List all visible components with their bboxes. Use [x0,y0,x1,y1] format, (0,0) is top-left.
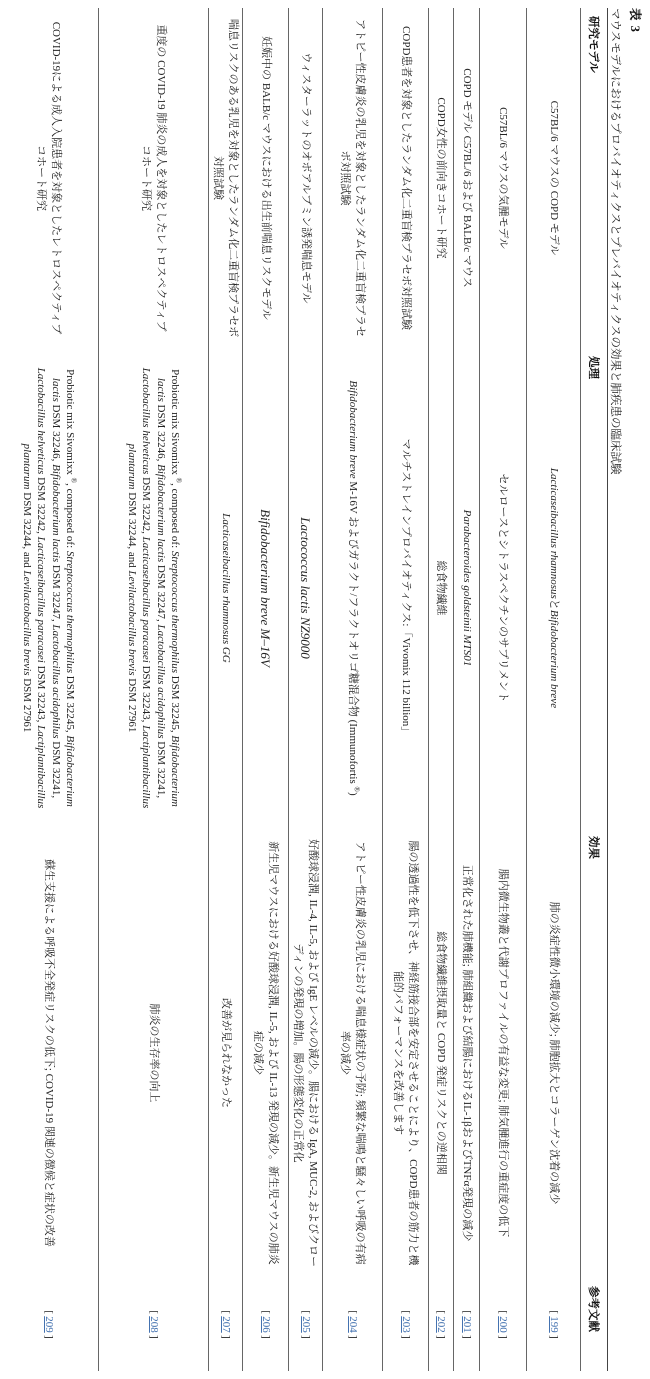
reference-link[interactable]: 209 [42,1316,55,1333]
effect-cell: 蘇生支援による呼吸不全発症リスクの低下; COVID-19 関連の徴候と症状の改善 [42,859,55,1247]
table-row [288,8,322,1371]
model-cell: C57BL/6 マウスの気腫モデル [497,107,510,249]
reference-cell: [ 204 ] [346,1310,359,1339]
treatment-cell: セルロースとシトラスペクチンのサプリメント [497,473,510,703]
model-cell: C57BL/6 マウスの COPD モデル [547,100,560,256]
model-cell: 喘息リスクのある乳児を対象としたランダム化二重盲検プラセボ対照試験 [212,18,239,338]
table-row [383,8,429,1371]
model-cell: COPD女性の前向きコホート研究 [435,97,448,259]
effect-cell: 腸内微生物叢と代謝プロファイルの有益な変更; 肺気腫進行の重症度の低下 [497,868,510,1238]
effect-cell: 改善が見られなかった [219,998,232,1108]
treatment-cell: Lacticaseibacillus rhamnosusとBifidobacterium breve [547,467,560,709]
reference-cell: [ 201 ] [460,1310,473,1339]
col-header-reference: 参考文献 [587,1286,599,1332]
effect-cell: 好酸球浸潤, IL-4, IL-5, および IgE レベルの減少。腸における IgA, MUC-2, およびクローディンの発現の増加。腸の形態変化の正常化 [292,838,319,1268]
reference-cell: [ 208 ] [147,1310,160,1339]
table-row [208,8,242,1371]
model-cell: COPD モデル C57BL/6 および BALB/c マウス [460,68,473,288]
reference-link[interactable]: 199 [547,1316,560,1333]
treatment-cell: Lactococcus lactis NZ9000 [298,517,314,659]
model-cell: 妊娠中の BALB/c マウスにおける出生前喘息リスクモデル [259,36,272,320]
treatment-cell: Lacticaseibacillus rhamnosus GG [219,513,232,663]
reference-cell: [ 203 ] [399,1310,412,1339]
effect-cell: 新生児マウスにおける好酸球浸潤, IL-5, および IL-13 発現の減少。新生児マウスの肺炎症の減少 [252,841,279,1265]
treatment-cell: マルチストレインプロバイオティクス:「Vivomix 112 billion」 [399,438,412,738]
reference-link[interactable]: 202 [435,1316,448,1333]
treatment-cell: 総食物繊維 [435,560,448,616]
effect-cell: 肺の炎症性微小環境の減少; 肺胞拡大とコラーゲン沈着の減少 [547,901,560,1205]
effect-cell: 総食物繊維摂取量と COPD 発症リスクとの逆相関 [435,931,448,1175]
effect-cell: アトピー性皮膚炎の乳児における喘息様症状の予防; 頻繁な喘鳴と騒々しい呼吸の有病率の減少 [339,841,367,1265]
model-cell: ウィスターラットのオボアルブミン誘発喘息モデル [299,52,312,304]
reference-cell: [ 209 ] [42,1310,55,1339]
table-row [98,8,208,1371]
reference-link[interactable]: 204 [346,1316,359,1333]
effect-cell: 肺炎の生存率の向上 [147,1003,160,1103]
reference-cell: [ 200 ] [497,1310,510,1339]
table-row [480,8,527,1371]
effect-cell: 正常化された肺機能; 肺組織および結腸におけるIL-1βおよびTNFα発現の減少 [460,864,473,1242]
model-cell: COVID-19による成人入院患者を対象としたレトロスペクティブ コホート研究 [35,21,62,335]
reference-link[interactable]: 207 [219,1316,232,1333]
table-row [242,8,288,1371]
reference-link[interactable]: 206 [259,1316,272,1333]
treatment-cell: Probiotic mix Sivomixx ®, composed of: Streptococcus thermophilus DSM 32245, Bifidobacterium lactis DSM 32246, Bifidobacterium lactis DSM 32247, Lactobacillus acidophilus DSM 32241, Lactobacillus helveticus DSM 32242, Lacticaseibacillus paracasei DSM 32243, Lactiplantibacillus plantarum DSM 32244, and Levilactobacillus brevis DSM 27961 [125,367,184,809]
table-title: マウスモデルにおけるプロバイオティクスとプレバイオティクスの効果と肺疾患の臨床試験 [609,8,621,475]
model-cell: COPD患者を対象としたランダム化二重盲検プラセボ対照試験 [399,26,412,330]
col-header-effect: 効果 [587,836,599,859]
reference-cell: [ 207 ] [219,1310,232,1339]
table-body [0,8,581,1371]
col-header-treatment: 処理 [587,356,599,379]
reference-link[interactable]: 208 [147,1316,160,1333]
title-block [608,0,650,1379]
reference-link[interactable]: 200 [497,1316,510,1333]
reference-cell: [ 202 ] [435,1310,448,1339]
table-row [323,8,383,1371]
table-row [0,8,98,1371]
table-row [454,8,480,1371]
reference-cell: [ 205 ] [299,1310,312,1339]
model-cell: アトピー性皮膚炎の乳児を対象としたランダム化二重盲検プラセボ対照試験 [339,18,367,338]
reference-link[interactable]: 201 [460,1316,473,1333]
treatment-cell: Bifidobacterium breve M–16V [258,509,274,667]
treatment-cell: Parabacteroides goldsteinii MTS01 [460,509,473,667]
header-row [581,8,608,1371]
reference-link[interactable]: 203 [399,1316,412,1333]
reference-cell: [ 199 ] [547,1310,560,1339]
treatment-cell: Probiotic mix Sivomixx ®, composed of: Streptococcus thermophilus DSM 32245, Bifidobacterium lactis DSM 32246, Bifidobacterium lactis DSM 32247, Lactobacillus acidophilus DSM 32241, Lactobacillus helveticus DSM 32242, Lacticaseibacillus paracasei DSM 32243, Lactiplantibacillus plantarum DSM 32244, and Levilactobacillus brevis DSM 27961 [20,367,79,809]
col-header-model: 研究モデル [587,16,599,73]
effect-cell: 腸の透過性を低下させ、神経筋接合部を安定させることにより、COPD患者の筋力と機能的パフォーマンスを改善します [392,840,420,1266]
model-cell: 重度の COVID-19 肺炎の成人を対象としたレトロスペクティブ コホート研究 [140,24,167,332]
table-label: 表 3 [628,8,642,33]
reference-cell: [ 206 ] [259,1310,272,1339]
table-row [527,8,581,1371]
table-row [429,8,454,1371]
study-table [0,8,608,1371]
reference-link[interactable]: 205 [299,1316,312,1333]
treatment-cell: Bifidobacterium breve M-16V およびガラクト/フラクトオリゴ糖混合物 (Immunofortis ®) [346,380,361,796]
